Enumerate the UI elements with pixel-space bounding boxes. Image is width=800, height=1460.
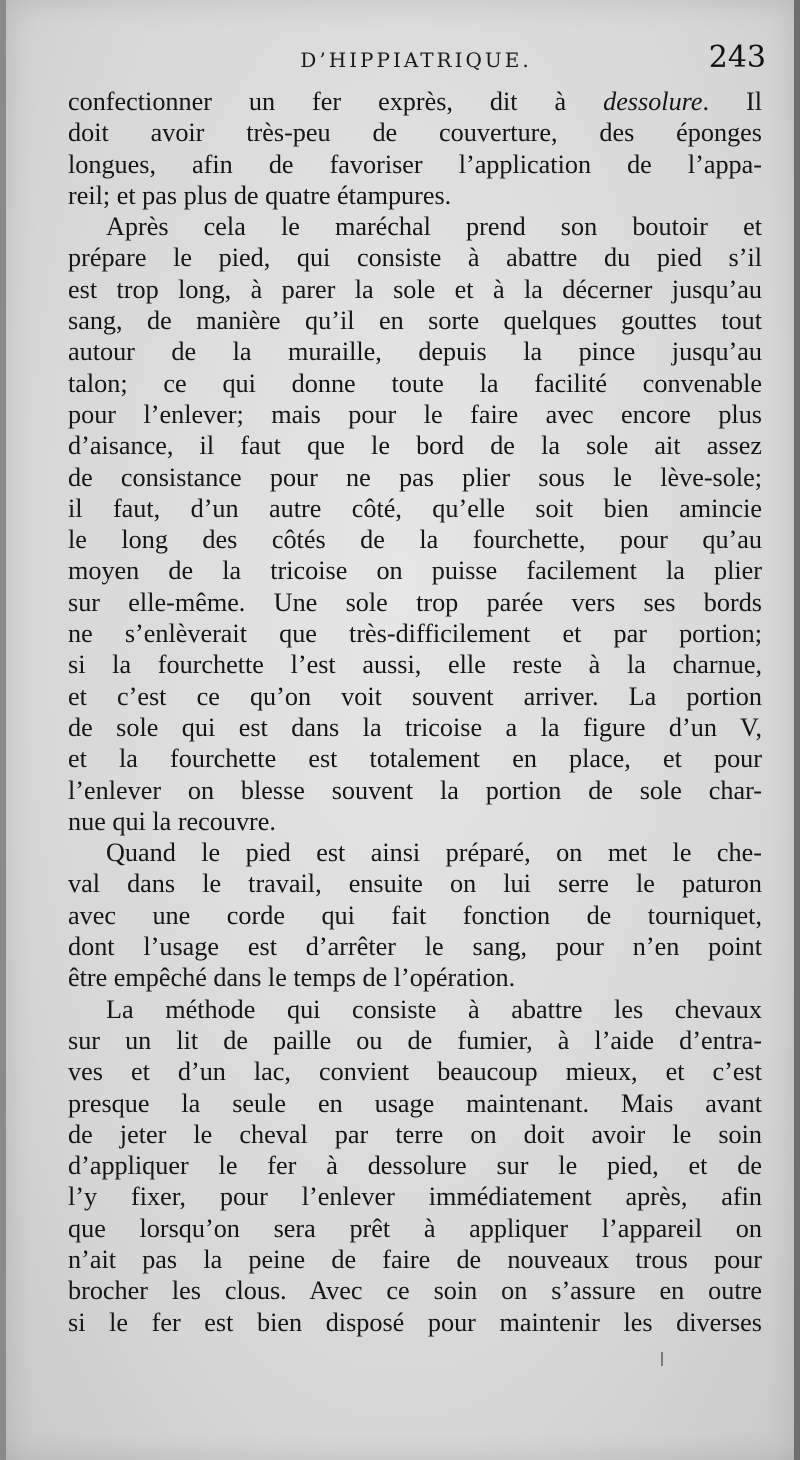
text-line: ves et d’un lac, convient beaucoup mieux, et c’est (68, 1057, 762, 1087)
text-line: l’y fixer, pour l’enlever immédiatement après, afin (68, 1182, 762, 1212)
text-line: nue qui la recouvre. (68, 806, 276, 836)
paragraph-start-line: La méthode qui consiste à abattre les chevaux (106, 994, 762, 1024)
text-line: il faut, d’un autre côté, qu’elle soit bien amincie (68, 493, 762, 523)
print-mark (661, 1352, 663, 1366)
text-line: sur elle-même. Une sole trop parée vers ses bords (68, 587, 762, 617)
text-line: n’ait pas la peine de faire de nouveaux trous pour (68, 1244, 762, 1274)
text-line: dont l’usage est d’arrêter le sang, pour n’en point (68, 932, 762, 962)
text-line: que lorsqu’on sera prêt à appliquer l’appareil on (68, 1213, 762, 1243)
text-line: est trop long, à parer la sole et à la décerner jusqu’au (68, 274, 762, 304)
text-line: d’appliquer le fer à dessolure sur le pied, et de (68, 1151, 762, 1181)
italic-term: dessolure (603, 87, 703, 116)
text-line: moyen de la tricoise on puisse facilement la plier (68, 556, 762, 586)
text-line: de consistance pour ne pas plier sous le lève-sole; (68, 462, 762, 492)
text-line: longues, afin de favoriser l’application de l’appa- (68, 149, 762, 179)
text-line: autour de la muraille, depuis la pince jusqu’au (68, 337, 762, 367)
body-text (68, 86, 762, 1338)
paragraph-start-line: Quand le pied est ainsi préparé, on met le che- (106, 838, 762, 868)
text-line: reil; et pas plus de quatre étampures. (68, 180, 452, 210)
text-line: brocher les clous. Avec ce soin on s’assure en outre (68, 1276, 762, 1306)
text-line: et la fourchette est totalement en place, et pour (68, 744, 762, 774)
text-line: confectionner un fer exprès, dit à dessolure. Il (68, 87, 762, 116)
text-line: l’enlever on blesse souvent la portion de sole char- (68, 775, 762, 805)
page-header (66, 40, 766, 80)
text-line: d’aisance, il faut que le bord de la sole ait assez (68, 431, 762, 461)
book-page (6, 0, 796, 1460)
text-line: presque la seule en usage maintenant. Mais avant (68, 1088, 762, 1118)
text-line: val dans le travail, ensuite on lui serre le paturon (68, 869, 762, 899)
text-line: de jeter le cheval par terre on doit avoir le soin (68, 1119, 762, 1149)
text-line: si la fourchette l’est aussi, elle reste à la charnue, (68, 650, 762, 680)
text-line: pour l’enlever; mais pour le faire avec encore plus (68, 399, 762, 429)
page-number: 243 (708, 40, 766, 75)
text-line: avec une corde qui fait fonction de tourniquet, (68, 900, 762, 930)
text-line: prépare le pied, qui consiste à abattre du pied s’il (68, 243, 762, 273)
text-line: de sole qui est dans la tricoise a la figure d’un V, (68, 712, 762, 742)
text-line: et c’est ce qu’on voit souvent arriver. La portion (68, 681, 762, 711)
text-line: ne s’enlèverait que très-difficilement et par portion; (68, 619, 762, 649)
text-line: être empêché dans le temps de l’opération. (68, 963, 516, 993)
text-line: sang, de manière qu’il en sorte quelques gouttes tout (68, 306, 762, 336)
text-line: doit avoir très-peu de couverture, des éponges (68, 118, 762, 148)
paragraph-start-line: Après cela le maréchal prend son boutoir et (106, 212, 762, 242)
text-line: sur un lit de paille ou de fumier, à l’aide d’entra- (68, 1025, 762, 1055)
running-title: D’HIPPIATRIQUE. (300, 48, 532, 72)
text-line: talon; ce qui donne toute la facilité convenable (68, 368, 762, 398)
text-line: si le fer est bien disposé pour maintenir les diverses (68, 1307, 762, 1337)
page-edge (794, 0, 800, 1460)
text-line: le long des côtés de la fourchette, pour qu’au (68, 525, 762, 555)
